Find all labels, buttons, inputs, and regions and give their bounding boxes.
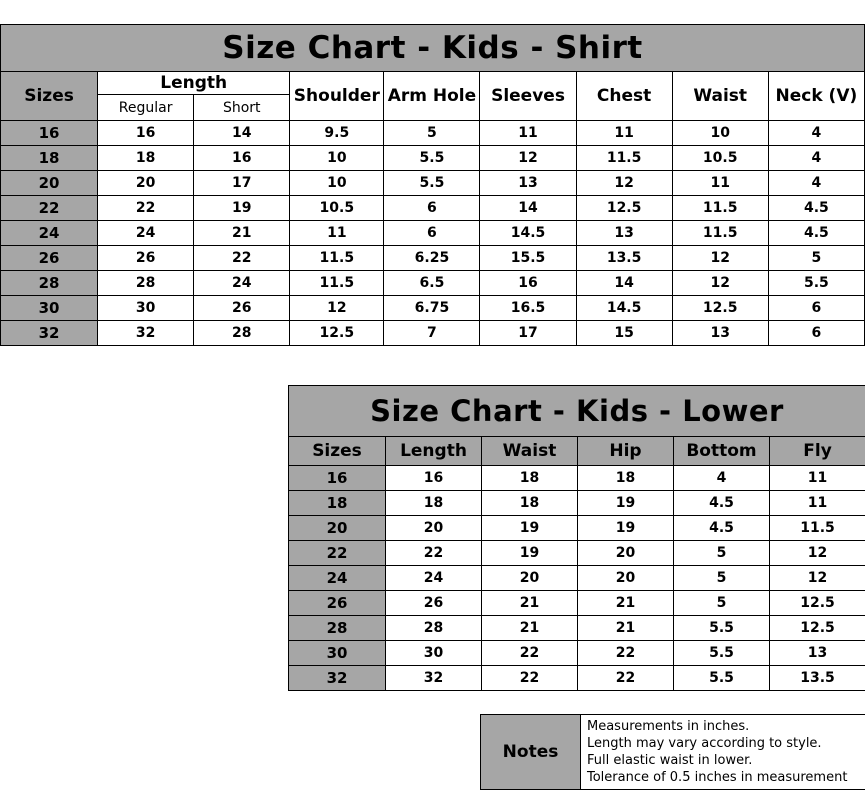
lower-cell-hip: 19	[578, 491, 674, 516]
shirt-cell-arm-hole: 6	[384, 221, 480, 246]
shirt-cell-shoulder: 10	[290, 146, 384, 171]
shirt-cell-regular: 24	[98, 221, 194, 246]
shirt-title-row	[1, 25, 865, 72]
lower-cell-length: 32	[386, 666, 482, 691]
lower-cell-bottom: 4.5	[674, 516, 770, 541]
lower-size-label: 18	[289, 491, 386, 516]
shirt-cell-shoulder: 11	[290, 221, 384, 246]
lower-cell-hip: 20	[578, 541, 674, 566]
lower-cell-hip: 20	[578, 566, 674, 591]
lower-cell-fly: 11	[770, 466, 865, 491]
shirt-cell-chest: 11.5	[576, 146, 672, 171]
shirt-size-label: 22	[1, 196, 98, 221]
shirt-size-label: 16	[1, 121, 98, 146]
shirt-cell-regular: 28	[98, 271, 194, 296]
lower-cell-bottom: 5.5	[674, 616, 770, 641]
shirt-cell-chest: 15	[576, 321, 672, 346]
shirt-cell-shoulder: 12.5	[290, 321, 384, 346]
shirt-size-label: 32	[1, 321, 98, 346]
lower-cell-bottom: 5	[674, 541, 770, 566]
notes-content	[581, 715, 865, 790]
lower-cell-hip: 21	[578, 591, 674, 616]
lower-header-row	[289, 437, 865, 466]
shirt-col-header-chest: Chest	[576, 72, 672, 121]
shirt-cell-sleeves: 16.5	[480, 296, 576, 321]
shirt-cell-chest: 11	[576, 121, 672, 146]
shirt-col-header-neck: Neck (V)	[768, 72, 864, 121]
shirt-header-row-1	[1, 72, 865, 95]
shirt-cell-waist: 13	[672, 321, 768, 346]
shirt-cell-arm-hole: 6.75	[384, 296, 480, 321]
lower-size-label: 32	[289, 666, 386, 691]
shirt-cell-regular: 16	[98, 121, 194, 146]
lower-cell-waist: 19	[482, 541, 578, 566]
lower-cell-fly: 13.5	[770, 666, 865, 691]
shirt-size-label: 18	[1, 146, 98, 171]
shirt-col-header-short: Short	[194, 95, 290, 121]
table-row	[289, 491, 865, 516]
shirt-cell-waist: 11.5	[672, 221, 768, 246]
shirt-size-label: 26	[1, 246, 98, 271]
shirt-cell-shoulder: 9.5	[290, 121, 384, 146]
lower-size-label: 24	[289, 566, 386, 591]
table-row	[289, 466, 865, 491]
lower-cell-waist: 20	[482, 566, 578, 591]
lower-col-header-fly: Fly	[770, 437, 865, 466]
shirt-cell-arm-hole: 5	[384, 121, 480, 146]
shirt-cell-shoulder: 11.5	[290, 271, 384, 296]
shirt-cell-chest: 12.5	[576, 196, 672, 221]
table-row	[289, 516, 865, 541]
shirt-cell-neck: 4	[768, 121, 864, 146]
lower-cell-length: 22	[386, 541, 482, 566]
table-row	[1, 246, 865, 271]
shirt-cell-chest: 14.5	[576, 296, 672, 321]
table-row	[1, 121, 865, 146]
lower-cell-waist: 21	[482, 591, 578, 616]
lower-cell-bottom: 5.5	[674, 666, 770, 691]
shirt-cell-neck: 4	[768, 146, 864, 171]
lower-chart-title: Size Chart - Kids - Lower	[289, 386, 865, 437]
lower-cell-waist: 22	[482, 666, 578, 691]
lower-size-label: 16	[289, 466, 386, 491]
lower-col-header-sizes: Sizes	[289, 437, 386, 466]
shirt-cell-short: 24	[194, 271, 290, 296]
shirt-cell-short: 22	[194, 246, 290, 271]
notes-label: Notes	[481, 715, 581, 790]
lower-cell-hip: 18	[578, 466, 674, 491]
lower-cell-hip: 22	[578, 641, 674, 666]
lower-size-label: 26	[289, 591, 386, 616]
note-item: Measurements in inches.	[587, 719, 750, 734]
lower-cell-fly: 11.5	[770, 516, 865, 541]
table-row	[1, 321, 865, 346]
shirt-cell-arm-hole: 5.5	[384, 171, 480, 196]
table-row	[1, 221, 865, 246]
shirt-cell-arm-hole: 6.5	[384, 271, 480, 296]
shirt-size-label: 28	[1, 271, 98, 296]
lower-table	[288, 385, 865, 691]
shirt-cell-neck: 4	[768, 171, 864, 196]
shirt-col-header-sleeves: Sleeves	[480, 72, 576, 121]
shirt-cell-sleeves: 15.5	[480, 246, 576, 271]
shirt-cell-sleeves: 14.5	[480, 221, 576, 246]
shirt-cell-sleeves: 12	[480, 146, 576, 171]
lower-cell-bottom: 4.5	[674, 491, 770, 516]
lower-col-header-hip: Hip	[578, 437, 674, 466]
notes-section	[480, 714, 865, 790]
shirt-cell-waist: 12.5	[672, 296, 768, 321]
shirt-cell-arm-hole: 6.25	[384, 246, 480, 271]
table-row	[289, 541, 865, 566]
lower-cell-bottom: 5	[674, 566, 770, 591]
shirt-cell-waist: 11.5	[672, 196, 768, 221]
shirt-cell-sleeves: 11	[480, 121, 576, 146]
shirt-cell-regular: 30	[98, 296, 194, 321]
shirt-cell-neck: 5.5	[768, 271, 864, 296]
shirt-cell-short: 26	[194, 296, 290, 321]
lower-cell-hip: 19	[578, 516, 674, 541]
shirt-col-header-shoulder: Shoulder	[290, 72, 384, 121]
shirt-cell-regular: 26	[98, 246, 194, 271]
lower-cell-length: 28	[386, 616, 482, 641]
shirt-cell-neck: 4.5	[768, 196, 864, 221]
shirt-cell-waist: 12	[672, 246, 768, 271]
shirt-cell-short: 28	[194, 321, 290, 346]
shirt-col-header-waist: Waist	[672, 72, 768, 121]
shirt-cell-regular: 20	[98, 171, 194, 196]
lower-cell-length: 30	[386, 641, 482, 666]
lower-size-chart	[288, 385, 865, 691]
shirt-cell-short: 14	[194, 121, 290, 146]
shirt-cell-regular: 18	[98, 146, 194, 171]
lower-title-row	[289, 386, 865, 437]
shirt-size-label: 30	[1, 296, 98, 321]
table-row	[1, 271, 865, 296]
notes-table	[480, 714, 865, 790]
notes-row	[481, 715, 865, 790]
lower-cell-length: 24	[386, 566, 482, 591]
shirt-col-header-arm-hole: Arm Hole	[384, 72, 480, 121]
shirt-cell-short: 17	[194, 171, 290, 196]
lower-cell-length: 16	[386, 466, 482, 491]
lower-cell-length: 20	[386, 516, 482, 541]
shirt-cell-neck: 6	[768, 296, 864, 321]
shirt-cell-chest: 13	[576, 221, 672, 246]
shirt-cell-neck: 6	[768, 321, 864, 346]
table-row	[1, 196, 865, 221]
shirt-cell-waist: 11	[672, 171, 768, 196]
lower-cell-bottom: 4	[674, 466, 770, 491]
shirt-cell-neck: 4.5	[768, 221, 864, 246]
shirt-cell-shoulder: 10.5	[290, 196, 384, 221]
shirt-col-header-regular: Regular	[98, 95, 194, 121]
shirt-cell-waist: 10.5	[672, 146, 768, 171]
lower-cell-fly: 11	[770, 491, 865, 516]
shirt-size-label: 20	[1, 171, 98, 196]
lower-cell-bottom: 5.5	[674, 641, 770, 666]
lower-cell-waist: 22	[482, 641, 578, 666]
lower-size-label: 20	[289, 516, 386, 541]
shirt-length-group-header: Length	[98, 72, 290, 95]
lower-cell-fly: 12.5	[770, 616, 865, 641]
shirt-cell-arm-hole: 5.5	[384, 146, 480, 171]
lower-cell-bottom: 5	[674, 591, 770, 616]
lower-cell-waist: 18	[482, 466, 578, 491]
note-item: Length may vary according to style.	[587, 736, 822, 751]
lower-size-label: 22	[289, 541, 386, 566]
shirt-sizes-header: Sizes	[1, 72, 98, 121]
table-row	[289, 616, 865, 641]
shirt-cell-arm-hole: 7	[384, 321, 480, 346]
shirt-cell-shoulder: 11.5	[290, 246, 384, 271]
table-row	[1, 296, 865, 321]
shirt-cell-waist: 12	[672, 271, 768, 296]
table-row	[289, 666, 865, 691]
shirt-cell-regular: 32	[98, 321, 194, 346]
lower-cell-fly: 12.5	[770, 591, 865, 616]
shirt-cell-regular: 22	[98, 196, 194, 221]
lower-cell-length: 18	[386, 491, 482, 516]
lower-cell-waist: 18	[482, 491, 578, 516]
shirt-chart-title: Size Chart - Kids - Shirt	[1, 25, 865, 72]
lower-cell-hip: 22	[578, 666, 674, 691]
table-row	[1, 146, 865, 171]
shirt-cell-short: 19	[194, 196, 290, 221]
shirt-size-chart	[0, 24, 865, 346]
shirt-cell-shoulder: 10	[290, 171, 384, 196]
note-item: Tolerance of 0.5 inches in measurement	[587, 770, 848, 785]
shirt-cell-sleeves: 13	[480, 171, 576, 196]
lower-cell-waist: 21	[482, 616, 578, 641]
shirt-cell-chest: 13.5	[576, 246, 672, 271]
lower-cell-fly: 12	[770, 541, 865, 566]
lower-cell-fly: 13	[770, 641, 865, 666]
shirt-cell-arm-hole: 6	[384, 196, 480, 221]
lower-col-header-length: Length	[386, 437, 482, 466]
lower-cell-waist: 19	[482, 516, 578, 541]
shirt-cell-short: 21	[194, 221, 290, 246]
shirt-cell-sleeves: 17	[480, 321, 576, 346]
shirt-cell-waist: 10	[672, 121, 768, 146]
table-row	[289, 591, 865, 616]
lower-cell-fly: 12	[770, 566, 865, 591]
shirt-cell-shoulder: 12	[290, 296, 384, 321]
shirt-size-label: 24	[1, 221, 98, 246]
lower-size-label: 28	[289, 616, 386, 641]
shirt-cell-chest: 12	[576, 171, 672, 196]
shirt-cell-sleeves: 16	[480, 271, 576, 296]
shirt-cell-short: 16	[194, 146, 290, 171]
lower-cell-hip: 21	[578, 616, 674, 641]
table-row	[1, 171, 865, 196]
shirt-cell-neck: 5	[768, 246, 864, 271]
shirt-cell-sleeves: 14	[480, 196, 576, 221]
lower-col-header-waist: Waist	[482, 437, 578, 466]
lower-col-header-bottom: Bottom	[674, 437, 770, 466]
shirt-table	[0, 24, 865, 346]
lower-cell-length: 26	[386, 591, 482, 616]
table-row	[289, 641, 865, 666]
table-row	[289, 566, 865, 591]
note-item: Full elastic waist in lower.	[587, 753, 753, 768]
lower-size-label: 30	[289, 641, 386, 666]
shirt-cell-chest: 14	[576, 271, 672, 296]
